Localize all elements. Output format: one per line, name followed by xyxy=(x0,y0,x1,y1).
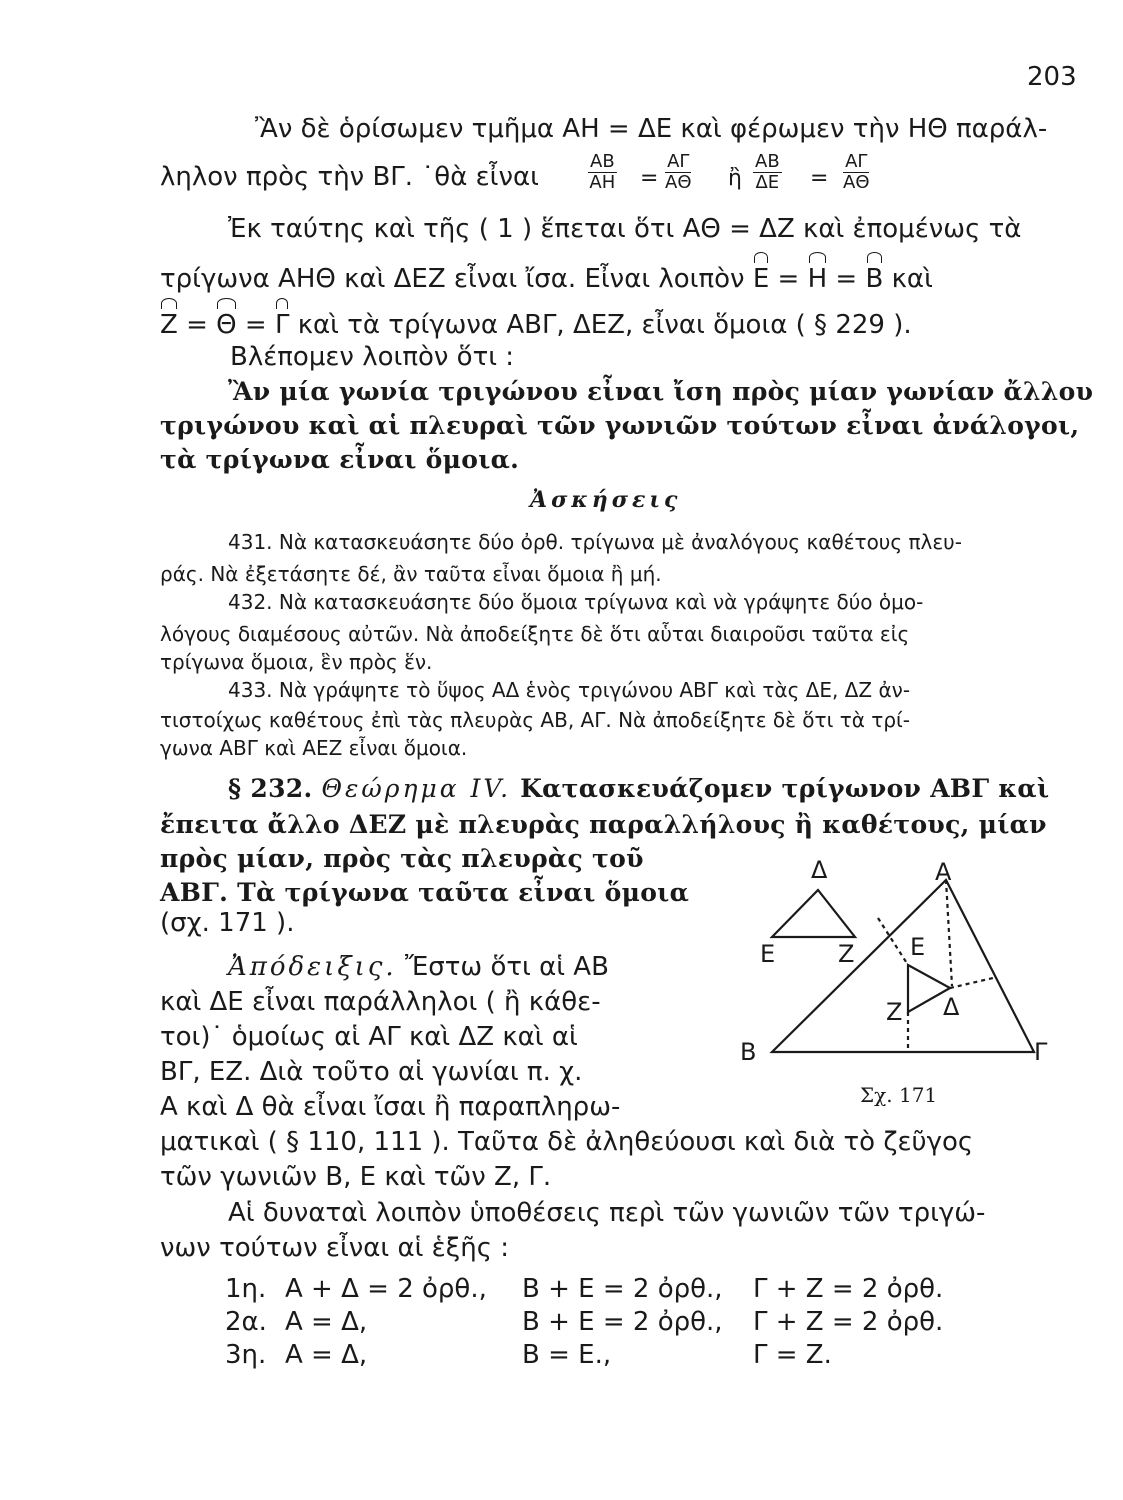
label-b: Β xyxy=(740,1038,757,1066)
section-232-line-1 xyxy=(228,772,1123,806)
fraction-ag-ath-2 xyxy=(843,152,869,193)
dashed-line-d xyxy=(950,978,993,988)
exercise-432-line-1: 432. Νὰ κατασκευάσητε δύο ὅμοια τρίγωνα καὶ νὰ γράψητε δύο ὁμο- xyxy=(228,590,924,614)
case-2-c: Γ + Ζ = 2 ὀρθ. xyxy=(753,1307,944,1337)
proof-line-6: ματικαὶ ( § 110, 111 ). Ταῦτα δὲ ἀληθεύουσι καὶ διὰ τὸ ζεῦγος xyxy=(160,1127,974,1157)
case-1-label: 1η. xyxy=(225,1274,267,1304)
case-1-b: Β + Ε = 2 ὀρθ., xyxy=(522,1274,723,1304)
section-line-1-text: Κατασκευάζομεν τρίγωνον ΑΒΓ καὶ xyxy=(520,774,1050,803)
angle-b: Β xyxy=(865,264,884,294)
case-2-a: Α = Δ, xyxy=(285,1307,368,1337)
intro-line-1: Ἂν δὲ ὁρίσωμεν τμῆμα ΑΗ = ΔΕ καὶ φέρωμεν τὴν ΗΘ παράλ- xyxy=(255,114,1048,144)
proof-line-9: νων τούτων εἶναι αἱ ἑξῆς : xyxy=(160,1233,509,1263)
case-3-b: Β = Ε., xyxy=(522,1340,612,1370)
fraction-denominator: ΑΘ xyxy=(843,172,870,193)
equals-sign: = xyxy=(640,166,659,191)
section-232-line-2: ἔπειτα ἄλλο ΔΕΖ μὲ πλευρὰς παραλλήλους ἢ καθέτους, μίαν xyxy=(160,810,1047,839)
label-a: Α xyxy=(935,858,952,886)
label-g: Γ xyxy=(1034,1038,1048,1066)
intro-line-6: Βλέπομεν λοιπὸν ὅτι : xyxy=(230,342,515,372)
section-232-line-3: πρὸς μίαν, πρὸς τὰς πλευρὰς τοῦ xyxy=(160,844,644,873)
case-2-label: 2α. xyxy=(225,1307,267,1337)
intro-line-4: τρίγωνα ΑΗΘ καὶ ΔΕΖ εἶναι ἴσα. Εἶναι λοιπὸν Ε = Η = Β καὶ xyxy=(160,264,933,294)
label-z-top: Ζ xyxy=(838,940,855,968)
fraction-numerator: ΑΓ xyxy=(843,152,869,173)
label-delta-top: Δ xyxy=(811,856,828,884)
figure-171 xyxy=(738,850,1068,1110)
theorem-line-1: Ἂν μία γωνία τριγώνου εἶναι ἴση πρὸς μίαν γωνίαν ἄλλου xyxy=(228,377,1094,406)
theorem-line-2: τριγώνου καὶ αἱ πλευραὶ τῶν γωνιῶν τούτων εἶναι ἀνάλογοι, xyxy=(160,411,1080,440)
angle-e: Ε xyxy=(752,264,770,294)
intro-line-4-text: τρίγωνα ΑΗΘ καὶ ΔΕΖ εἶναι ἴσα. Εἶναι λοιπὸν xyxy=(160,264,745,294)
angle-g: Γ xyxy=(274,310,290,340)
fraction-ag-ath xyxy=(665,152,691,193)
intro-line-3: Ἐκ ταύτης καὶ τῆς ( 1 ) ἕπεται ὅτι ΑΘ = ΔΖ καὶ ἐπομένως τὰ xyxy=(228,214,1022,244)
case-3-label: 3η. xyxy=(225,1340,267,1370)
section-number: § 232. xyxy=(228,774,313,803)
angle-z: Ζ xyxy=(160,310,178,340)
fraction-denominator: ΑΘ xyxy=(665,172,692,193)
intro-line-5-text: καὶ τὰ τρίγωνα ΑΒΓ, ΔΕΖ, εἶναι ὅμοια ( § 229 ). xyxy=(297,310,912,340)
altitude-dashed xyxy=(946,880,952,986)
or-word: ἢ xyxy=(728,166,742,191)
exercises-heading: Ἀσκήσεις xyxy=(530,487,682,513)
fraction-numerator: ΑΒ xyxy=(590,151,615,172)
equals-sign: = xyxy=(810,166,829,191)
case-3-a: Α = Δ, xyxy=(285,1340,368,1370)
label-z-inner: Ζ xyxy=(886,998,903,1026)
proof-line-5: Α καὶ Δ θὰ εἶναι ἴσαι ἢ παραπληρω- xyxy=(160,1092,621,1122)
section-232-line-4: ΑΒΓ. Τὰ τρίγωνα ταῦτα εἶναι ὅμοια xyxy=(160,878,690,907)
angle-th: Θ xyxy=(216,310,237,340)
fraction-numerator: ΑΓ xyxy=(665,152,691,173)
proof-line-1-text: Ἔστω ὅτι αἱ ΑΒ xyxy=(404,952,609,982)
label-delta-inner: Δ xyxy=(943,993,960,1021)
small-triangle-dez xyxy=(772,890,855,937)
figure-caption: Σχ. 171 xyxy=(860,1083,938,1107)
label-e-inner: Ε xyxy=(910,933,926,961)
exercise-433-line-2: τιστοίχως καθέτους ἐπὶ τὰς πλευρὰς ΑΒ, ΑΓ. Νὰ ἀποδείξητε δὲ ὅτι τὰ τρί- xyxy=(160,708,910,732)
proof-line-8: Αἱ δυναταὶ λοιπὸν ὑποθέσεις περὶ τῶν γωνιῶν τῶν τριγώ- xyxy=(228,1198,986,1228)
case-1-a: Α + Δ = 2 ὀρθ., xyxy=(285,1274,487,1304)
exercise-431-line-2: ράς. Νὰ ἐξετάσητε δέ, ἂν ταῦτα εἶναι ὅμοια ἢ μή. xyxy=(160,562,662,586)
fraction-numerator: ΑΒ xyxy=(755,151,780,172)
exercise-433-line-3: γωνα ΑΒΓ καὶ ΑΕΖ εἶναι ὅμοια. xyxy=(160,736,468,760)
intro-line-2-text: ληλον πρὸς τὴν ΒΓ. ˙θὰ εἶναι xyxy=(160,162,539,192)
proof-line-3: τοι)˙ ὁμοίως αἱ ΑΓ καὶ ΔΖ καὶ αἱ xyxy=(160,1022,578,1052)
proof-line-2: καὶ ΔΕ εἶναι παράλληλοι ( ἢ κάθε- xyxy=(160,987,601,1017)
angle-h: Η xyxy=(807,264,828,294)
page-number: 203 xyxy=(1027,62,1077,92)
fraction-denominator: ΑΗ xyxy=(589,172,616,193)
exercise-431-line-1: 431. Νὰ κατασκευάσητε δύο ὀρθ. τρίγωνα μὲ ἀναλόγους καθέτους πλευ- xyxy=(228,530,962,554)
section-label: Θεώρημα IV. xyxy=(321,774,512,803)
label-e-top: Ε xyxy=(760,940,776,968)
fraction-ab-de xyxy=(753,152,782,193)
exercise-432-line-3: τρίγωνα ὅμοια, ἓν πρὸς ἕν. xyxy=(160,650,433,674)
section-232-line-5: (σχ. 171 ). xyxy=(160,908,295,938)
proof-label: Ἀπόδειξις. xyxy=(228,952,397,982)
intro-line-5: Ζ = Θ = Γ καὶ τὰ τρίγωνα ΑΒΓ, ΔΕΖ, εἶναι ὅμοια ( § 229 ). xyxy=(160,310,912,340)
intro-line-4-end: καὶ xyxy=(891,264,933,294)
exercise-432-line-2: λόγους διαμέσους αὐτῶν. Νὰ ἀποδείξητε δὲ ὅτι αὗται διαιροῦσι ταῦτα εἰς xyxy=(160,622,910,646)
case-1-c: Γ + Ζ = 2 ὀρθ. xyxy=(753,1274,944,1304)
exercise-433-line-1: 433. Νὰ γράψητε τὸ ὕψος ΑΔ ἑνὸς τριγώνου ΑΒΓ καὶ τὰς ΔΕ, ΔΖ ἀν- xyxy=(228,678,911,702)
case-3-c: Γ = Ζ. xyxy=(753,1340,832,1370)
case-2-b: Β + Ε = 2 ὀρθ., xyxy=(522,1307,723,1337)
fraction-ab-ah xyxy=(588,152,617,193)
fraction-denominator: ΔΕ xyxy=(755,172,780,193)
proof-line-7: τῶν γωνιῶν Β, Ε καὶ τῶν Ζ, Γ. xyxy=(160,1162,552,1192)
theorem-line-3: τὰ τρίγωνα εἶναι ὅμοια. xyxy=(160,445,520,474)
large-triangle-abg xyxy=(772,880,1034,1052)
proof-line-4: ΒΓ, ΕΖ. Διὰ τοῦτο αἱ γωνίαι π. χ. xyxy=(160,1057,583,1087)
